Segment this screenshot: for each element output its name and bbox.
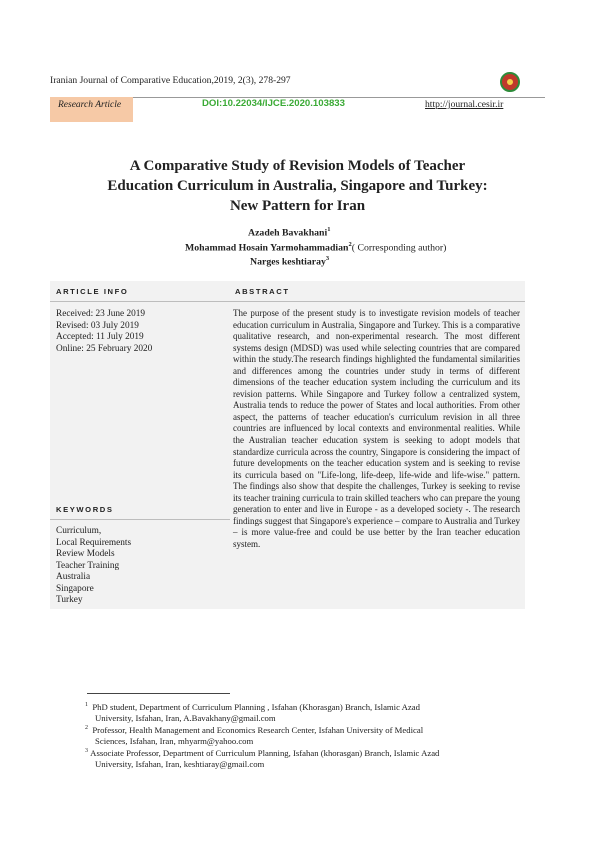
date-online: Online: 25 February 2020 bbox=[56, 343, 153, 354]
footnote-3: $^3$ Associate Professor, Department of Curriculum Planning, Isfahan (khorasgan) Branch, Islamic Azad University, Isfahan, Iran, keshtiaray@gmail.com bbox=[85, 747, 440, 770]
journal-citation: Iranian Journal of Comparative Education,2019, 2(3), 278-297 bbox=[50, 75, 291, 86]
keyword: Local Requirements bbox=[56, 537, 132, 548]
keyword: Review Models bbox=[56, 549, 115, 559]
keyword: Turkey bbox=[56, 595, 83, 605]
keyword: Australia bbox=[56, 572, 91, 582]
abstract-text: The purpose of the present study is to investigate revision models of teacher education curriculum in Australia, Singapore and Turkey. This is a comparative qualitative research, and non-experimental research. The most different systems design (MDSD) was used while selecting countries that are compared within the study.The research findings highlighted the fundamental similarities and differences among the countries under study in terms of different dimensions of the teacher education system including the curriculum and its revision patterns. While Singapore and Turkey follow a centralized system, Australia tends to reduce the power of States and local authorities. From other aspect, the patterns of teacher education's curriculum revision in all three countries are influenced by local contexts and environmental realities. While the Australian teacher education system is seeking to adopt models that standardize curricula across the country, Singapore is considering the impact of future developments on the teacher education system and is seeking to revise its curricula based on "Life-long, life-deep, life-wide and life-wise." pattern. The findings also show that despite the challenges, Turkey is seeking to revise its teacher training curricula to train skilled teachers who can prepare the young generation to enter and live in Europe - as a developed society -. The research findings suggest that Singapore's experience – compare to Australia and Turkey – is more value-free and could be use better by the Iran teacher education system. bbox=[233, 308, 520, 549]
abstract-rule bbox=[230, 301, 525, 302]
doi-link[interactable]: DOI:10.22034/IJCE.2020.103833 bbox=[202, 98, 345, 109]
title-line-1: A Comparative Study of Revision Models of Teacher bbox=[129, 158, 466, 174]
footnote-divider bbox=[87, 693, 230, 694]
keywords-rule bbox=[50, 519, 230, 520]
keywords-heading: KEYWORDS bbox=[56, 505, 114, 514]
author-2: Mohammad Hosain Yarmohammadian$^2$( Corresponding author) bbox=[185, 241, 447, 254]
date-received: Received: 23 June 2019 bbox=[56, 309, 146, 319]
article-type-label: Research Article bbox=[58, 100, 122, 110]
keyword: Singapore bbox=[56, 583, 94, 594]
keyword: Curriculum, bbox=[56, 526, 102, 536]
author-3: Narges keshtiaray$^3$ bbox=[250, 255, 330, 268]
article-info-rule bbox=[50, 301, 230, 302]
paper-title bbox=[60, 156, 535, 216]
journal-url-link[interactable]: http://journal.cesir.ir bbox=[425, 99, 504, 110]
footnote-2: $^2$ Professor, Health Management and Economics Research Center, Isfahan University of Medical Sciences, Isfahan, Iran, mhyarm@yahoo.com bbox=[85, 724, 424, 747]
keyword: Teacher Training bbox=[56, 560, 120, 571]
journal-logo-icon bbox=[500, 72, 520, 92]
title-line-2: Education Curriculum in Australia, Singapore and Turkey: bbox=[107, 178, 488, 194]
author-1: Azadeh Bavakhani$^1$ bbox=[248, 226, 331, 239]
article-info-heading: ARTICLE INFO bbox=[56, 287, 129, 296]
corresponding-author-note: ( Corresponding author) bbox=[351, 242, 447, 254]
date-revised: Revised: 03 July 2019 bbox=[56, 320, 139, 331]
abstract-heading: ABSTRACT bbox=[235, 287, 290, 296]
keywords-list bbox=[56, 526, 131, 607]
title-line-3: New Pattern for Iran bbox=[229, 198, 366, 214]
footnote-1: $^1$ PhD student, Department of Curriculum Planning , Isfahan (Khorasgan) Branch, Islamic Azad University, Isfahan, Iran, A.Bavakhany@gmail.com bbox=[85, 701, 420, 724]
article-dates bbox=[56, 309, 152, 355]
date-accepted: Accepted: 11 July 2019 bbox=[56, 332, 144, 342]
article-type-badge bbox=[50, 97, 133, 122]
